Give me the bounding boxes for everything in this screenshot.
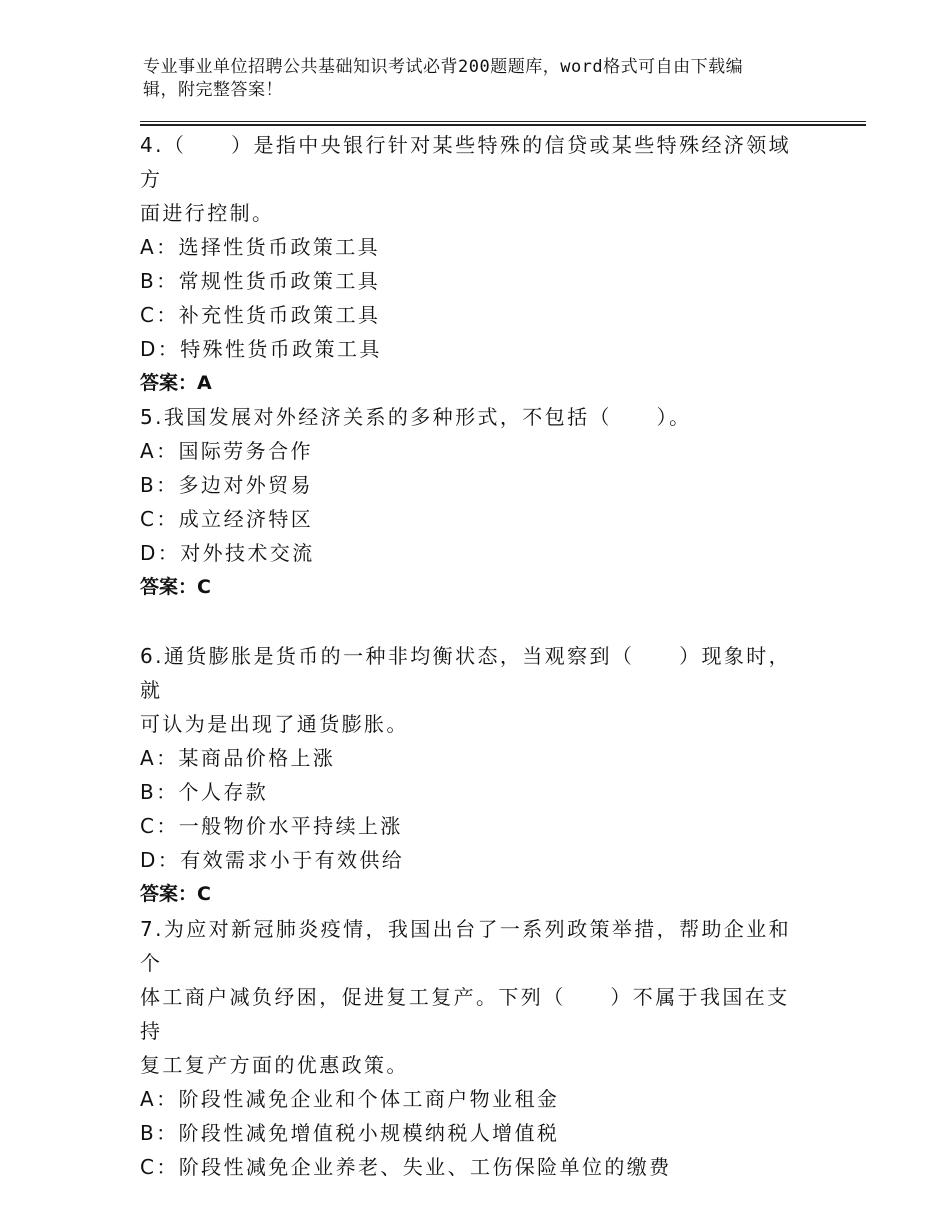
option-a: A：选择性货币政策工具 [140,235,381,259]
header-divider [140,124,866,126]
question-5 [140,400,800,604]
question-stem: 可认为是出现了通货膨胀。 [140,712,409,736]
answer: 答案：A [140,372,212,394]
option-b: B：个人存款 [140,780,269,804]
document-header [143,56,783,102]
header-line: 辑，附完整答案！ [143,80,283,100]
option-d: D：特殊性货币政策工具 [140,337,382,361]
option-c: C：阶段性减免企业养老、失业、工伤保险单位的缴费 [140,1155,672,1179]
question-stem: 5.我国发展对外经济关系的多种形式，不包括（ ）。 [140,405,692,429]
option-c: C：成立经济特区 [140,507,314,531]
question-6 [140,639,800,911]
question-stem: 7.为应对新冠肺炎疫情，我国出台了一系列政策举措，帮助企业和个 [140,917,792,975]
option-c: C：一般物价水平持续上涨 [140,814,403,838]
option-d: D：有效需求小于有效供给 [140,848,405,872]
header-line: 专业事业单位招聘公共基础知识考试必背200题题库，word格式可自由下载编 [143,57,744,77]
question-stem: 4.（ ）是指中央银行针对某些特殊的信贷或某些特殊经济领域方 [140,133,792,191]
option-b: B：多边对外贸易 [140,473,313,497]
question-stem: 6.通货膨胀是货币的一种非均衡状态，当观察到（ ）现象时，就 [140,644,792,702]
option-a: A：某商品价格上涨 [140,746,336,770]
option-c: C：补充性货币政策工具 [140,303,381,327]
option-b: B：阶段性减免增值税小规模纳税人增值税 [140,1121,560,1145]
question-stem: 体工商户减负纾困，促进复工复产。下列（ ）不属于我国在支持 [140,985,790,1043]
option-a: A：阶段性减免企业和个体工商户物业租金 [140,1087,560,1111]
question-4 [140,128,800,400]
question-stem: 面进行控制。 [140,201,275,225]
option-d: D：对外技术交流 [140,541,315,565]
option-a: A：国际劳务合作 [140,439,313,463]
header-divider [140,121,866,122]
answer: 答案：C [140,883,211,905]
question-7 [140,912,800,1184]
question-stem: 复工复产方面的优惠政策。 [140,1053,409,1077]
option-b: B：常规性货币政策工具 [140,269,381,293]
answer: 答案：C [140,576,211,598]
